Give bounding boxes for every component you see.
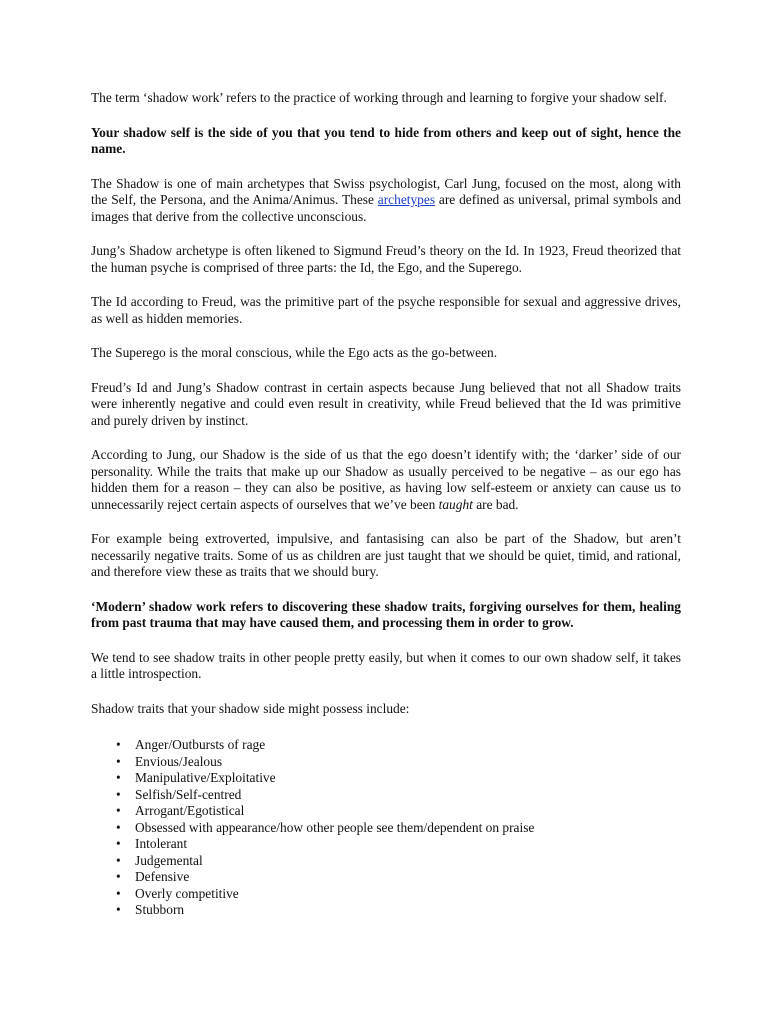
bullet-icon: • bbox=[116, 819, 121, 835]
bullet-icon: • bbox=[116, 753, 121, 769]
text-span: The Shadow is one of main archetypes that Swiss psychologist, Carl Jung, focused on the most, along with the Self, the Persona, and the Anima/Animus. These bbox=[91, 175, 681, 207]
paragraph-contrast: Freud’s Id and Jung’s Shadow contrast in certain aspects because Jung believed that not all Shadow traits were inherently negative and could even result in creativity, while Freud believed that the Id was primitive and purely driven by instinct. bbox=[91, 379, 681, 428]
list-item bbox=[91, 886, 681, 903]
archetypes-link[interactable]: archetypes bbox=[377, 192, 436, 207]
list-item bbox=[91, 902, 681, 919]
text-span: are defined as universal, primal symbols and images that derive from the collective unconscious. bbox=[91, 192, 682, 224]
paragraph-freud-id: Jung’s Shadow archetype is often likened to Sigmund Freud’s theory on the Id. In 1923, Freud theorized that the human psyche is comprised of three parts: the Id, the Ego, and the Superego. bbox=[91, 243, 681, 275]
list-item bbox=[91, 770, 681, 787]
paragraph-shadow-self-definition: Your shadow self is the side of you that you tend to hide from others and keep out of sight, hence the name. bbox=[91, 124, 681, 156]
list-item bbox=[91, 853, 681, 870]
text-span: are bad. bbox=[472, 496, 519, 512]
document-page bbox=[91, 90, 681, 919]
paragraph-jung-archetypes bbox=[91, 176, 681, 226]
trait-label: Selfish/Self-centred bbox=[135, 786, 242, 802]
trait-label: Obsessed with appearance/how other people see them/dependent on praise bbox=[135, 819, 535, 835]
list-item bbox=[91, 737, 681, 754]
bullet-icon: • bbox=[116, 737, 121, 752]
list-item bbox=[91, 787, 681, 804]
paragraph-example: For example being extroverted, impulsive, and fantasising can also be part of the Shadow, but aren’t necessarily negative traits. Some of us as children are just taught that we should be quiet, timid, and rational, and therefore view these as traits that we should bury. bbox=[91, 531, 681, 579]
list-item bbox=[91, 803, 681, 820]
bullet-icon: • bbox=[116, 786, 121, 802]
paragraph-id-definition: The Id according to Freud, was the primitive part of the psyche responsible for sexual and aggressive drives, as well as hidden memories. bbox=[91, 294, 681, 326]
paragraph-jung-shadow bbox=[91, 447, 681, 513]
paragraph-traits-intro: Shadow traits that your shadow side might possess include: bbox=[91, 700, 410, 716]
trait-label: Arrogant/Egotistical bbox=[135, 803, 245, 818]
paragraph-intro: The term ‘shadow work’ refers to the practice of working through and learning to forgive your shadow self. bbox=[91, 90, 667, 105]
trait-label: Envious/Jealous bbox=[135, 753, 223, 769]
bullet-icon: • bbox=[116, 803, 121, 818]
list-item bbox=[91, 820, 681, 837]
emphasis-taught: taught bbox=[438, 496, 473, 512]
paragraph-introspection: We tend to see shadow traits in other people pretty easily, but when it comes to our own shadow self, it takes a little introspection. bbox=[91, 649, 681, 681]
trait-label: Judgemental bbox=[135, 852, 203, 868]
bullet-icon: • bbox=[116, 902, 121, 917]
bullet-icon: • bbox=[116, 869, 121, 884]
bullet-icon: • bbox=[116, 885, 121, 901]
list-item bbox=[91, 836, 681, 853]
bullet-icon: • bbox=[116, 770, 121, 785]
shadow-traits-list bbox=[91, 737, 681, 919]
trait-label: Defensive bbox=[135, 869, 190, 884]
trait-label: Intolerant bbox=[135, 836, 188, 851]
bullet-icon: • bbox=[116, 836, 121, 851]
trait-label: Stubborn bbox=[135, 902, 185, 917]
paragraph-modern-shadow-work: ‘Modern’ shadow work refers to discovering these shadow traits, forgiving ourselves for them, healing from past trauma that may have caused them, and processing them in order to grow. bbox=[91, 598, 681, 630]
trait-label: Overly competitive bbox=[135, 885, 239, 901]
list-item bbox=[91, 754, 681, 771]
trait-label: Anger/Outbursts of rage bbox=[135, 737, 266, 752]
list-item bbox=[91, 869, 681, 886]
trait-label: Manipulative/Exploitative bbox=[135, 770, 276, 785]
bullet-icon: • bbox=[116, 852, 121, 868]
text-span: According to Jung, our Shadow is the side of us that the ego doesn’t identify with; the ‘darker’ side of our personality. While the traits that make up our Shadow as usually perceived to be negative – as our ego has hidden them for a reason – they can also be positive, as having low self-esteem or anxiety can cause us to unnecessarily reject certain aspects of ourselves that we’ve been bbox=[91, 447, 681, 512]
paragraph-superego: The Superego is the moral conscious, while the Ego acts as the go-between. bbox=[91, 345, 498, 360]
